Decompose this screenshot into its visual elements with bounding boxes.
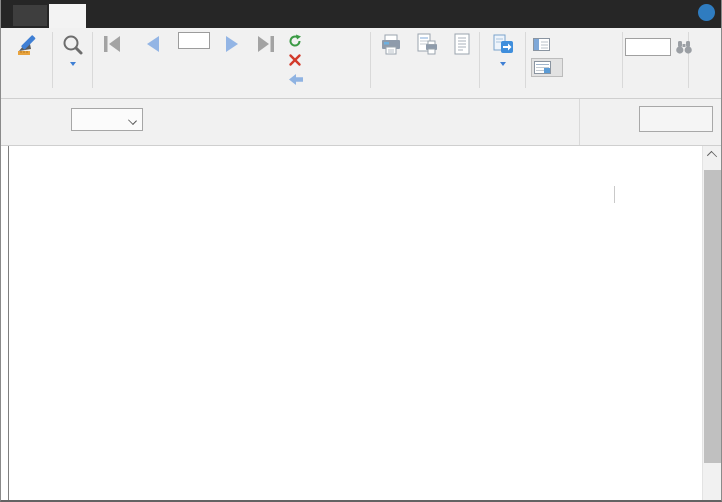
print-icon xyxy=(374,31,408,59)
parameters-icon xyxy=(534,61,551,74)
page-setup-button[interactable] xyxy=(410,31,443,59)
binoculars-icon[interactable] xyxy=(675,39,693,58)
color-dropdown[interactable] xyxy=(71,108,143,131)
document-map-icon xyxy=(533,38,550,51)
previous-icon xyxy=(130,31,176,57)
export-dropdown-icon[interactable] xyxy=(500,62,506,66)
last-button[interactable] xyxy=(250,31,282,57)
group-options xyxy=(527,28,622,98)
scroll-up-icon[interactable] xyxy=(707,151,717,161)
last-icon xyxy=(250,31,282,57)
column-divider xyxy=(614,186,615,203)
zoom-button[interactable] xyxy=(55,31,90,66)
stop-button[interactable] xyxy=(288,52,307,68)
parameter-bar xyxy=(1,99,721,146)
document-map-button[interactable] xyxy=(531,35,561,54)
group-separator xyxy=(525,32,526,88)
chevron-down-icon xyxy=(128,116,137,125)
print-layout-icon xyxy=(445,31,478,59)
page-number-box xyxy=(178,32,214,52)
tab-run[interactable] xyxy=(49,4,86,28)
page-number-input[interactable] xyxy=(178,32,210,49)
title-bar xyxy=(1,0,721,28)
page-setup-icon xyxy=(410,31,443,59)
vertical-scrollbar[interactable] xyxy=(702,146,721,502)
design-icon xyxy=(8,31,50,59)
back-button[interactable] xyxy=(288,71,309,87)
next-icon xyxy=(216,31,248,57)
tab-file[interactable] xyxy=(13,5,47,26)
report-left-border xyxy=(8,146,9,502)
find-input[interactable] xyxy=(625,38,671,56)
first-icon xyxy=(96,31,128,57)
group-separator xyxy=(479,32,480,88)
stop-icon xyxy=(288,53,302,67)
report-viewport xyxy=(1,146,722,502)
group-views xyxy=(6,28,51,98)
first-button[interactable] xyxy=(96,31,128,57)
view-report-button[interactable] xyxy=(639,106,713,132)
design-button[interactable] xyxy=(8,31,50,59)
group-separator xyxy=(92,32,93,88)
group-separator xyxy=(370,32,371,88)
group-navigation xyxy=(94,28,370,98)
ribbon xyxy=(1,28,721,99)
group-export xyxy=(481,28,525,98)
group-print xyxy=(372,28,479,98)
refresh-icon xyxy=(288,34,302,48)
zoom-dropdown-icon[interactable] xyxy=(70,62,76,66)
scrollbar-thumb[interactable] xyxy=(704,170,721,463)
group-zoom xyxy=(53,28,92,98)
previous-button[interactable] xyxy=(130,31,176,57)
parameter-divider xyxy=(579,99,580,145)
zoom-icon xyxy=(55,31,90,59)
parameters-button[interactable] xyxy=(531,58,563,77)
print-button[interactable] xyxy=(374,31,408,59)
back-icon xyxy=(288,73,304,86)
export-icon xyxy=(484,31,522,59)
export-button[interactable] xyxy=(484,31,522,66)
group-find xyxy=(623,28,687,98)
print-layout-button[interactable] xyxy=(445,31,478,59)
help-icon[interactable] xyxy=(698,4,715,21)
refresh-button[interactable] xyxy=(288,33,307,49)
next-button[interactable] xyxy=(216,31,248,57)
